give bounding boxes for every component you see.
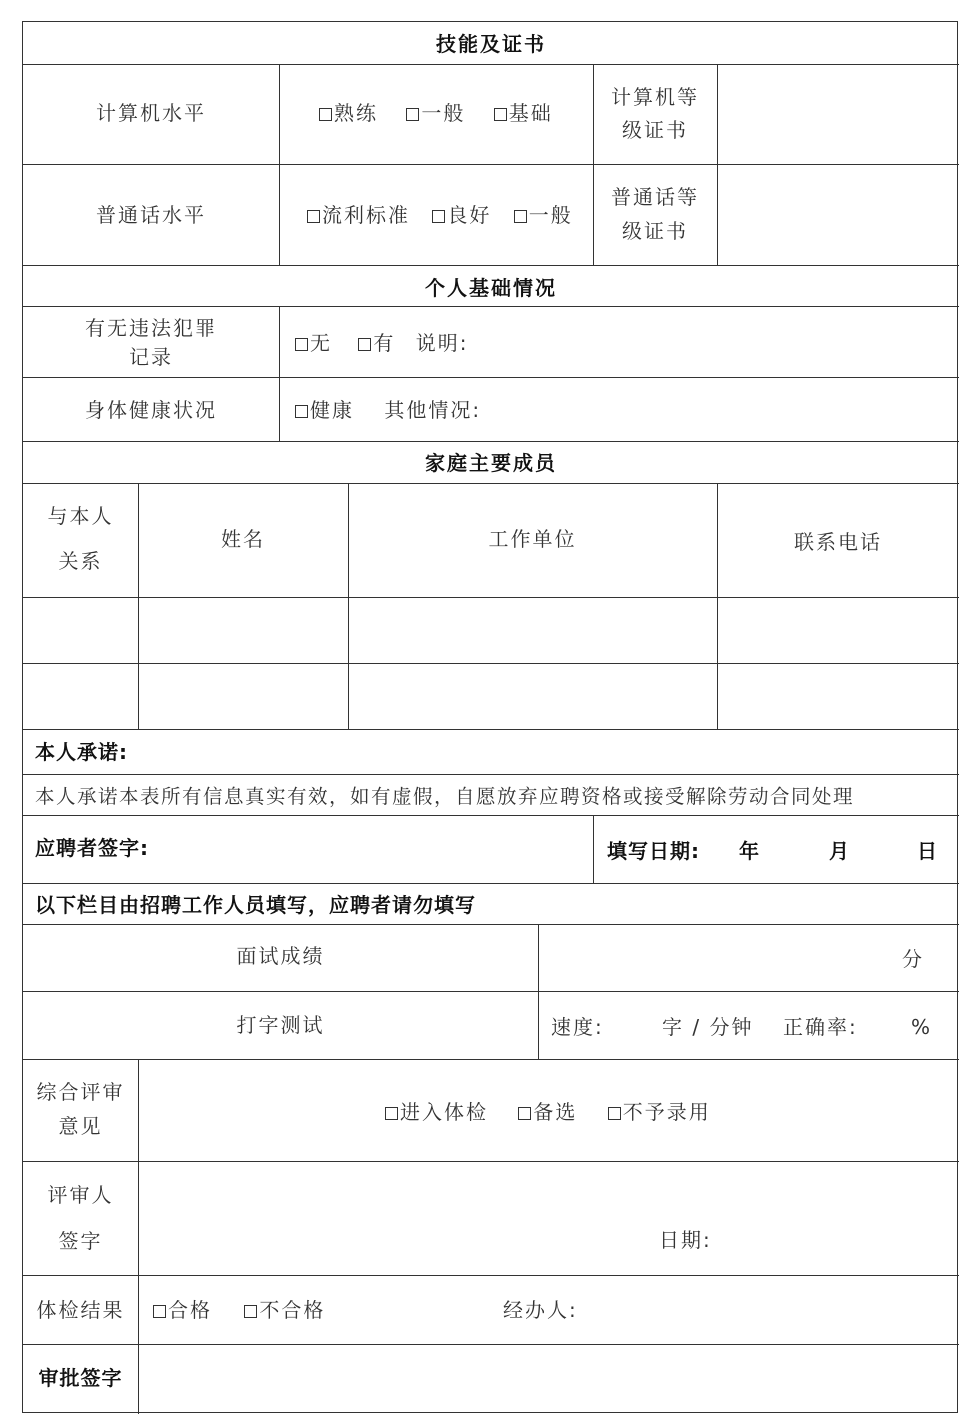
row-divider [23, 883, 959, 884]
checkbox-icon [518, 1107, 531, 1120]
interview-score-label: 面试成绩 [236, 944, 325, 968]
relation-cell[interactable] [25, 665, 136, 728]
option-pass[interactable]: 合格 [153, 1298, 212, 1322]
row-divider [23, 1161, 959, 1162]
checkbox-icon [494, 108, 507, 121]
column-header-workplace: 工作单位 [488, 527, 577, 551]
signature-label: 应聘者签字: [35, 836, 149, 860]
typing-speed-unit: 字 / 分钟 [662, 1015, 754, 1039]
option-fluent[interactable]: 流利标准 [307, 203, 410, 227]
column-header-phone: 联系电话 [794, 530, 882, 554]
mandarin-level-options [307, 203, 573, 227]
checkbox-icon [432, 210, 445, 223]
column-divider [593, 815, 594, 883]
computer-level-label: 计算机水平 [96, 101, 206, 125]
row-divider [23, 1344, 959, 1345]
row-divider [23, 377, 959, 378]
medical-result-options [153, 1298, 325, 1322]
row-divider [23, 1275, 959, 1276]
interview-score-unit: 分 [902, 947, 924, 971]
review-opinion-label-line2: 意见 [58, 1114, 103, 1138]
table-row [23, 665, 959, 728]
section-title-personal: 个人基础情况 [425, 276, 557, 300]
criminal-record-label: 有无违法犯罪 [85, 316, 217, 340]
table-row [23, 599, 959, 662]
option-healthy[interactable]: 健康 [295, 398, 354, 422]
option-good[interactable]: 良好 [432, 203, 491, 227]
mandarin-cert-label: 普通话等 [611, 185, 699, 209]
computer-cert-label: 计算机等 [611, 85, 699, 109]
mandarin-level-label: 普通话水平 [96, 203, 206, 227]
reviewer-date-label: 日期: [659, 1228, 712, 1252]
row-divider [23, 164, 959, 165]
pledge-text: 本人承诺本表所有信息真实有效，如有虚假，自愿放弃应聘资格或接受解除劳动合同处理 [35, 785, 855, 808]
option-backup[interactable]: 备选 [518, 1100, 577, 1124]
checkbox-icon [406, 108, 419, 121]
row-divider [23, 729, 959, 730]
application-form [22, 21, 958, 1413]
option-average[interactable]: 一般 [406, 101, 465, 125]
review-options [385, 1100, 711, 1124]
option-fail[interactable]: 不合格 [244, 1298, 325, 1322]
checkbox-icon [295, 405, 308, 418]
interview-score-input[interactable] [540, 926, 880, 990]
accuracy-label: 正确率: [783, 1015, 858, 1039]
computer-level-options [319, 101, 553, 125]
reviewer-signature-field[interactable] [140, 1163, 640, 1273]
row-divider [23, 265, 959, 266]
date-day-label: 日 [917, 839, 939, 863]
approval-signature-label: 审批签字 [38, 1366, 123, 1390]
row-divider [23, 991, 959, 992]
column-divider [138, 1059, 139, 1414]
signature-field[interactable] [163, 817, 591, 881]
computer-cert-input[interactable] [719, 66, 957, 163]
date-year-label: 年 [739, 839, 761, 863]
health-other-label: 其他情况: [384, 398, 482, 422]
option-general[interactable]: 一般 [514, 203, 573, 227]
review-opinion-label: 综合评审 [36, 1080, 125, 1104]
row-divider [23, 1059, 959, 1060]
checkbox-icon [295, 338, 308, 351]
health-options [295, 398, 481, 422]
checkbox-icon [319, 108, 332, 121]
option-proficient[interactable]: 熟练 [319, 101, 378, 125]
reviewer-signature-label: 评审人 [47, 1183, 114, 1207]
handler-label: 经办人: [503, 1298, 578, 1322]
column-divider [717, 64, 718, 265]
option-none[interactable]: 无 [295, 331, 332, 355]
workplace-cell[interactable] [350, 599, 715, 662]
computer-cert-label-line2: 级证书 [622, 118, 688, 142]
checkbox-icon [608, 1107, 621, 1120]
checkbox-icon [358, 338, 371, 351]
mandarin-cert-label-line2: 级证书 [622, 219, 688, 243]
column-header-name: 姓名 [221, 527, 265, 551]
checkbox-icon [244, 1305, 257, 1318]
fill-date-label: 填写日期: [607, 839, 700, 863]
checkbox-icon [514, 210, 527, 223]
staff-notice: 以下栏目由招聘工作人员填写，应聘者请勿填写 [35, 893, 476, 917]
row-divider [23, 306, 959, 307]
section-title-skills: 技能及证书 [436, 32, 546, 56]
column-divider [279, 64, 280, 265]
column-header-relation: 与本人 [47, 504, 114, 528]
phone-cell[interactable] [719, 599, 957, 662]
checkbox-icon [385, 1107, 398, 1120]
option-yes[interactable]: 有 [358, 331, 395, 355]
row-divider [23, 64, 959, 65]
row-divider [23, 774, 959, 775]
column-divider [538, 924, 539, 1059]
row-divider [23, 483, 959, 484]
workplace-cell[interactable] [350, 665, 715, 728]
checkbox-icon [307, 210, 320, 223]
row-divider [23, 663, 959, 664]
row-divider [23, 815, 959, 816]
row-divider [23, 924, 959, 925]
typing-test-label: 打字测试 [236, 1013, 325, 1037]
pledge-title: 本人承诺: [35, 740, 128, 764]
name-cell[interactable] [140, 599, 346, 662]
option-reject[interactable]: 不予录用 [608, 1100, 711, 1124]
date-month-label: 月 [829, 839, 851, 863]
typing-speed-label: 速度: [551, 1015, 604, 1039]
approval-signature-field[interactable] [140, 1346, 957, 1412]
health-label: 身体健康状况 [85, 398, 217, 422]
phone-cell[interactable] [719, 665, 957, 728]
criminal-note-label: 说明: [415, 331, 469, 355]
relation-cell[interactable] [25, 599, 136, 662]
medical-result-label: 体检结果 [36, 1298, 125, 1322]
column-header-relation-line2: 关系 [58, 549, 103, 573]
row-divider [23, 441, 959, 442]
option-basic[interactable]: 基础 [494, 101, 553, 125]
reviewer-signature-label-line2: 签字 [58, 1229, 103, 1253]
option-medical-check[interactable]: 进入体检 [385, 1100, 488, 1124]
column-divider [279, 306, 280, 441]
criminal-record-label-line2: 记录 [129, 345, 173, 369]
name-cell[interactable] [140, 665, 346, 728]
mandarin-cert-input[interactable] [719, 166, 957, 264]
accuracy-unit: % [911, 1015, 933, 1039]
checkbox-icon [153, 1305, 166, 1318]
row-divider [23, 597, 959, 598]
section-title-family: 家庭主要成员 [425, 451, 557, 475]
criminal-record-options [295, 331, 468, 355]
